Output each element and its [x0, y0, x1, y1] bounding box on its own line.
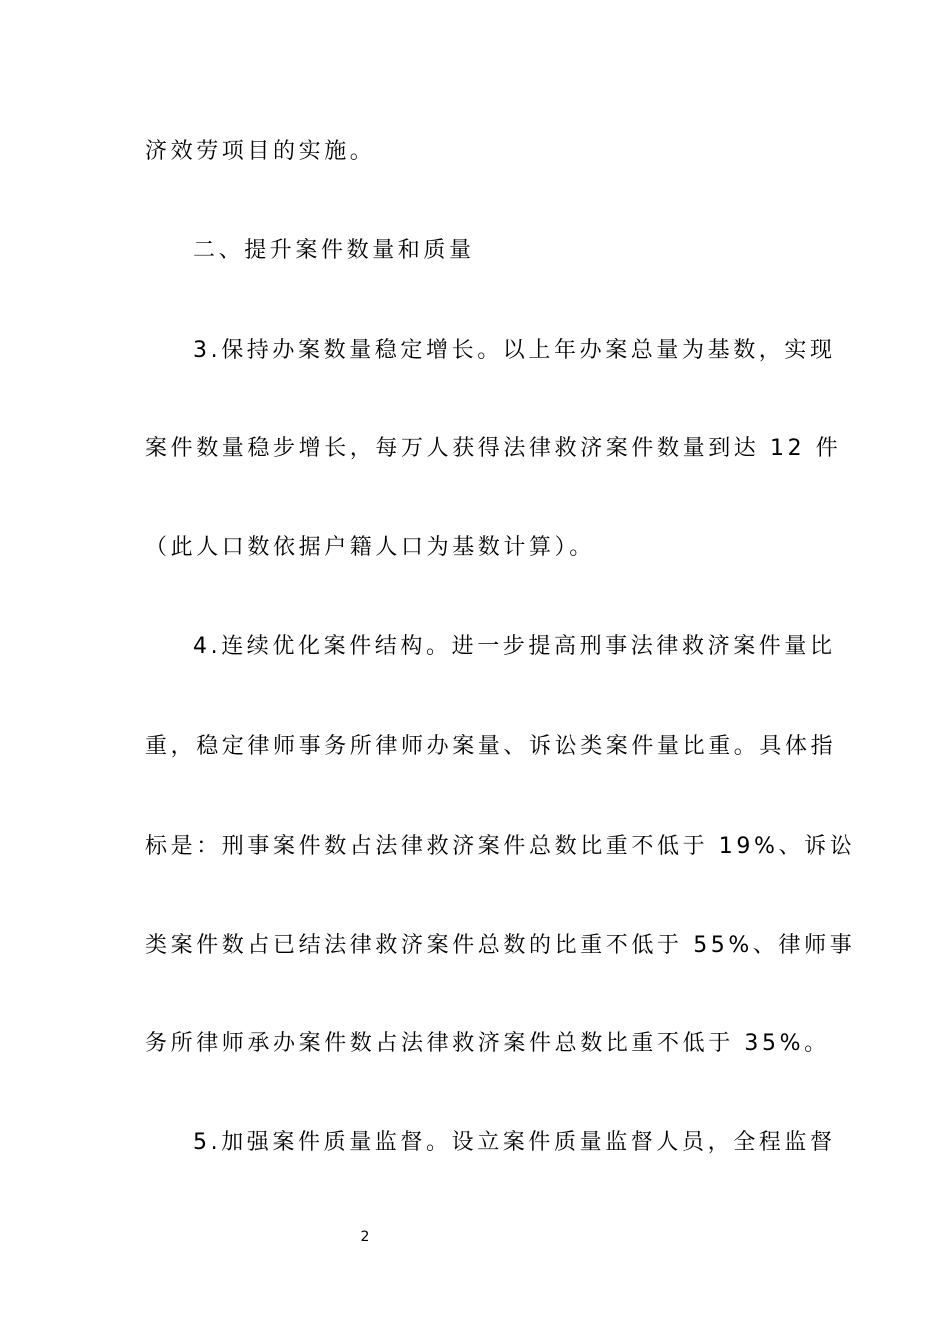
section-heading: 二、提升案件数量和质量: [193, 238, 475, 263]
paragraph-line: （此人口数依据户籍人口为基数计算）。: [145, 535, 595, 560]
paragraph-line: 4.连续优化案件结构。进一步提高刑事法律救济案件量比: [193, 634, 836, 659]
paragraph-line: 务所律师承办案件数占法律救济案件总数比重不低于 35%。: [145, 1031, 830, 1056]
paragraph-line: 重，稳定律师事务所律师办案量、诉讼类案件量比重。具体指: [145, 734, 837, 759]
paragraph-line: 济效劳项目的实施。: [145, 139, 376, 164]
paragraph-line: 类案件数占已结法律救济案件总数的比重不低于 55%、律师事: [145, 933, 856, 958]
page-number: 2: [360, 1229, 370, 1245]
paragraph-line: 案件数量稳步增长，每万人获得法律救济案件数量到达 12 件: [145, 436, 842, 461]
paragraph-line: 3.保持办案数量稳定增长。以上年办案总量为基数，实现: [193, 338, 836, 363]
paragraph-line: 标是：刑事案件数占法律救济案件总数比重不低于 19%、诉讼: [145, 834, 856, 859]
paragraph-line: 5.加强案件质量监督。设立案件质量监督人员，全程监督: [193, 1130, 836, 1155]
